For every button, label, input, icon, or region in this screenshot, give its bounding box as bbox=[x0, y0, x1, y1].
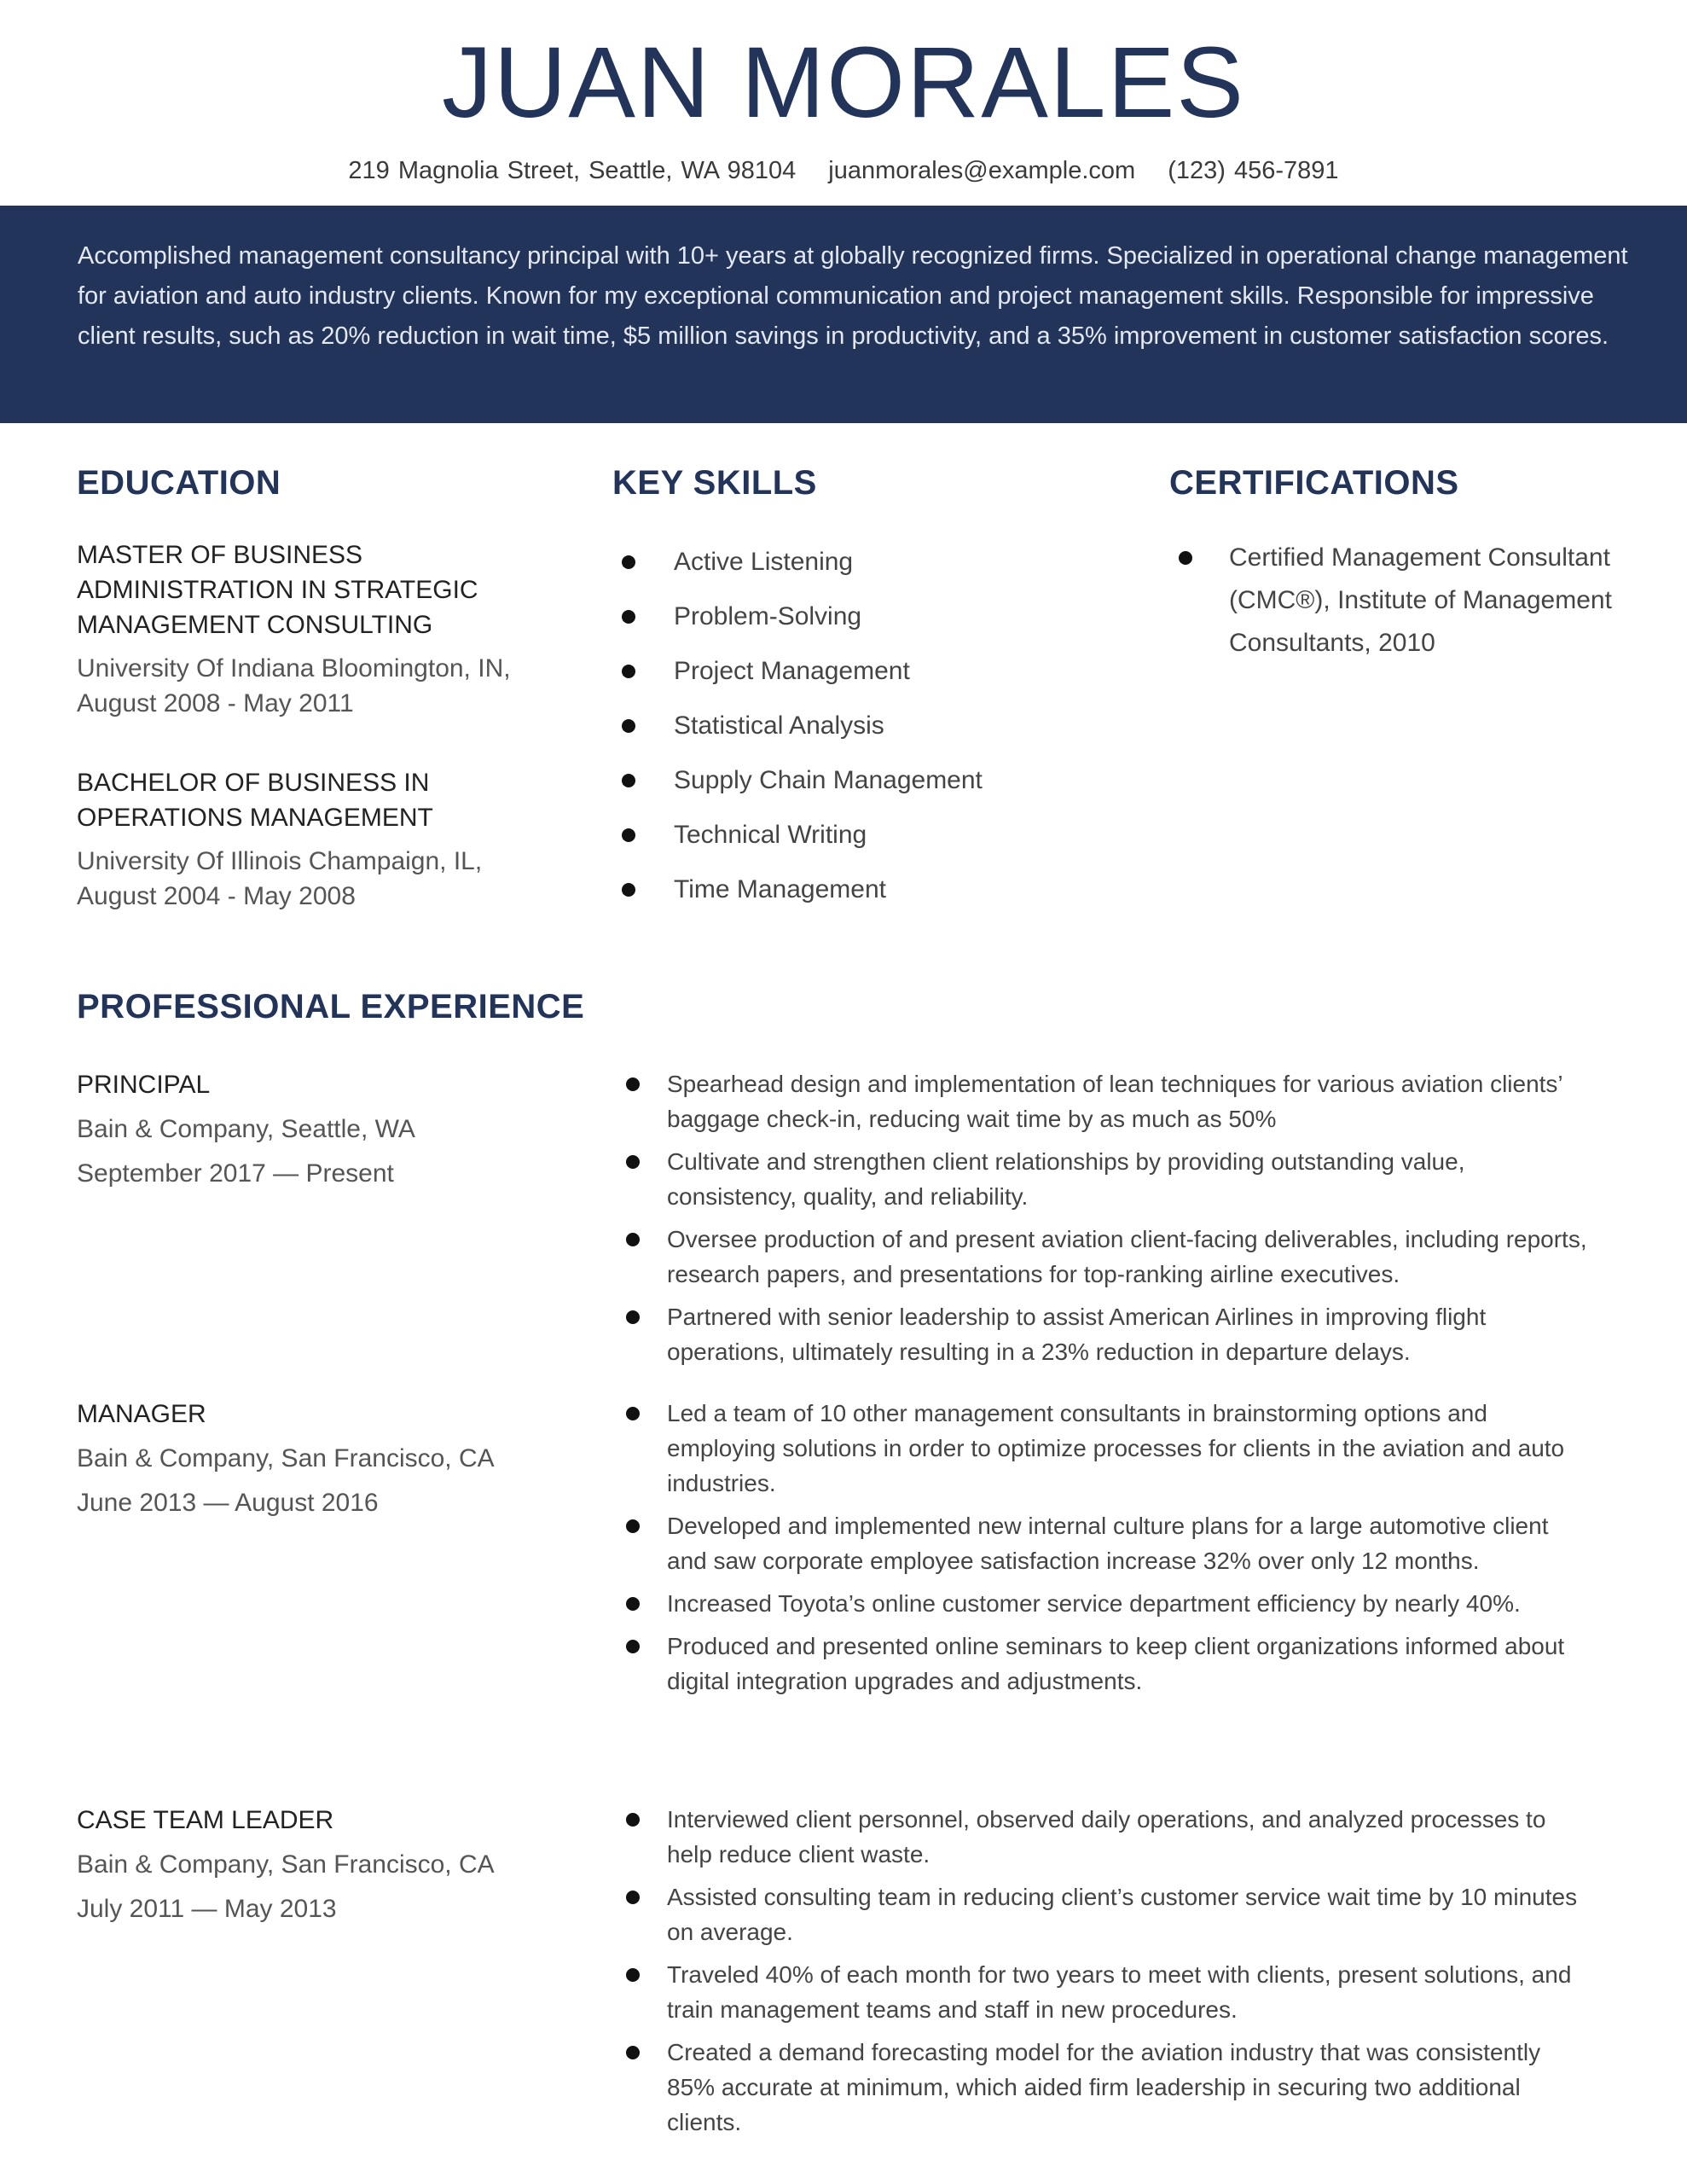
job-title: CASE TEAM LEADER bbox=[77, 1806, 334, 1834]
bullet-text: Created a demand forecasting model for the aviation industry that was consistently 85% accurate at minimum, which aided firm leadership in securing two additional clients. bbox=[667, 2039, 1541, 2135]
bullet-icon bbox=[622, 828, 635, 842]
contact-line bbox=[0, 157, 1687, 185]
bullet-icon bbox=[626, 1968, 640, 1982]
summary-band bbox=[0, 206, 1687, 423]
school: University Of Illinois Champaign, IL, bbox=[77, 847, 483, 875]
degree: MASTER OF BUSINESS ADMINISTRATION IN STRATEGIC MANAGEMENT CONSULTING bbox=[77, 541, 478, 639]
job-dates: July 2011 — May 2013 bbox=[77, 1895, 337, 1923]
skill-item bbox=[612, 818, 1124, 873]
bullet-icon bbox=[626, 1310, 640, 1324]
bullet-icon bbox=[622, 610, 635, 624]
certification-text: Certified Management Consultant (CMC®), Institute of Management Consultants, 2010 bbox=[1229, 543, 1612, 657]
job-title: MANAGER bbox=[77, 1400, 206, 1428]
bullet-text: Developed and implemented new internal culture plans for a large automotive client and saw corporate employee satisfaction increase 32% over only 12 months. bbox=[667, 1513, 1549, 1574]
degree: BACHELOR OF BUSINESS IN OPERATIONS MANAGEMENT bbox=[77, 769, 433, 832]
job-bullet bbox=[621, 1957, 1593, 2027]
skill-item bbox=[612, 545, 1124, 600]
education-item bbox=[77, 765, 571, 914]
dates: August 2008 - May 2011 bbox=[77, 689, 354, 717]
skill-item bbox=[612, 873, 1124, 927]
skills-list bbox=[612, 545, 1124, 927]
skill-text: Project Management bbox=[674, 657, 910, 685]
bullet-text: Interviewed client personnel, observed daily operations, and analyzed processes to help reduce client waste. bbox=[667, 1806, 1546, 1867]
dates: August 2004 - May 2008 bbox=[77, 882, 356, 910]
job-bullet bbox=[621, 1066, 1593, 1136]
phone: (123) 456-7891 bbox=[1168, 157, 1339, 184]
summary-text: Accomplished management consultancy principal with 10+ years at globally recognized firms. Specialized in operational change management for aviation and auto industry clients. Known for my exceptional communication and project management skills. Responsible for impressive client results, such as 20% reduction in wait time, $5 million savings in productivity, and a 35% improvement in customer satisfaction scores. bbox=[78, 242, 1628, 350]
bullet-text: Increased Toyota’s online customer service department efficiency by nearly 40%. bbox=[667, 1590, 1521, 1617]
skill-item bbox=[612, 709, 1124, 764]
job-bullet bbox=[621, 1396, 1593, 1501]
bullet-icon bbox=[622, 555, 635, 569]
skill-text: Problem-Solving bbox=[674, 602, 862, 630]
job-bullet bbox=[621, 1879, 1593, 1949]
job-bullets bbox=[621, 1802, 1593, 2147]
bullet-icon bbox=[626, 1077, 640, 1091]
job-bullets bbox=[621, 1396, 1593, 1706]
job-info bbox=[77, 1068, 588, 1196]
bullet-text: Oversee production of and present aviation client-facing deliverables, including reports, research papers, and presentations for top-ranking airline executives. bbox=[667, 1226, 1587, 1287]
bullet-icon bbox=[626, 1597, 640, 1611]
certification-item bbox=[1179, 537, 1647, 665]
skill-text: Active Listening bbox=[674, 548, 854, 576]
bullet-icon bbox=[622, 774, 635, 787]
bullet-text: Assisted consulting team in reducing client’s customer service wait time by 10 minutes on average. bbox=[667, 1884, 1578, 1945]
job-bullet bbox=[621, 1586, 1593, 1621]
skill-text: Supply Chain Management bbox=[674, 766, 983, 794]
bullet-text: Partnered with senior leadership to assist American Airlines in improving flight operations, ultimately resulting in a 23% reduction in departure delays. bbox=[667, 1304, 1487, 1365]
bullet-text: Led a team of 10 other management consultants in brainstorming options and employing solutions in order to optimize processes for clients in the aviation and auto industries. bbox=[667, 1400, 1565, 1496]
section-heading: KEY SKILLS bbox=[612, 464, 817, 502]
job-company: Bain & Company, San Francisco, CA bbox=[77, 1850, 495, 1879]
bullet-icon bbox=[626, 1233, 640, 1246]
job-dates: June 2013 — August 2016 bbox=[77, 1489, 379, 1517]
school: University Of Indiana Bloomington, IN, bbox=[77, 654, 511, 682]
section-heading: CERTIFICATIONS bbox=[1169, 464, 1459, 502]
job-company: Bain & Company, San Francisco, CA bbox=[77, 1444, 495, 1472]
skill-item bbox=[612, 654, 1124, 709]
bullet-icon bbox=[622, 719, 635, 733]
job-title: PRINCIPAL bbox=[77, 1071, 211, 1099]
email: juanmorales@example.com bbox=[828, 157, 1136, 184]
bullet-text: Traveled 40% of each month for two years to meet with clients, present solutions, and train management teams and staff in new procedures. bbox=[667, 1961, 1572, 2023]
bullet-icon bbox=[626, 1813, 640, 1827]
job-bullet bbox=[621, 1222, 1593, 1292]
job-bullets bbox=[621, 1066, 1593, 1377]
bullet-text: Cultivate and strengthen client relationships by providing outstanding value, consistency, quality, and reliability. bbox=[667, 1148, 1465, 1210]
section-heading: EDUCATION bbox=[77, 464, 281, 502]
skills-section bbox=[612, 464, 1124, 927]
section-heading: PROFESSIONAL EXPERIENCE bbox=[77, 988, 585, 1025]
job-bullet bbox=[621, 2035, 1593, 2140]
job-info bbox=[77, 1397, 588, 1525]
bullet-icon bbox=[622, 883, 635, 897]
job-dates: September 2017 — Present bbox=[77, 1159, 394, 1188]
bullet-icon bbox=[622, 665, 635, 678]
job-company: Bain & Company, Seattle, WA bbox=[77, 1115, 415, 1143]
bullet-icon bbox=[626, 1155, 640, 1169]
skill-text: Statistical Analysis bbox=[674, 712, 884, 740]
job-bullet bbox=[621, 1299, 1593, 1369]
job-bullet bbox=[621, 1508, 1593, 1578]
skill-item bbox=[612, 600, 1124, 654]
education-section bbox=[77, 464, 571, 914]
bullet-icon bbox=[1179, 551, 1192, 565]
job-info bbox=[77, 1804, 588, 1931]
skill-text: Technical Writing bbox=[674, 821, 867, 849]
bullet-icon bbox=[626, 1519, 640, 1533]
job-bullet bbox=[621, 1144, 1593, 1214]
skill-item bbox=[612, 764, 1124, 818]
address: 219 Magnolia Street, Seattle, WA 98104 bbox=[348, 157, 797, 184]
job-bullet bbox=[621, 1802, 1593, 1872]
education-item bbox=[77, 537, 571, 721]
bullet-icon bbox=[626, 1640, 640, 1653]
job-bullet bbox=[621, 1629, 1593, 1699]
bullet-text: Spearhead design and implementation of lean techniques for various aviation clients’ baggage check-in, reducing wait time by as much as 50% bbox=[667, 1071, 1562, 1132]
bullet-icon bbox=[626, 1407, 640, 1420]
bullet-icon bbox=[626, 2046, 640, 2059]
bullet-icon bbox=[626, 1891, 640, 1904]
bullet-text: Produced and presented online seminars to keep client organizations informed about digital integration upgrades and adjustments. bbox=[667, 1633, 1565, 1694]
candidate-name: JUAN MORALES bbox=[442, 26, 1245, 139]
skill-text: Time Management bbox=[674, 875, 886, 903]
certifications-section bbox=[1169, 464, 1647, 665]
certifications-list bbox=[1169, 537, 1647, 665]
